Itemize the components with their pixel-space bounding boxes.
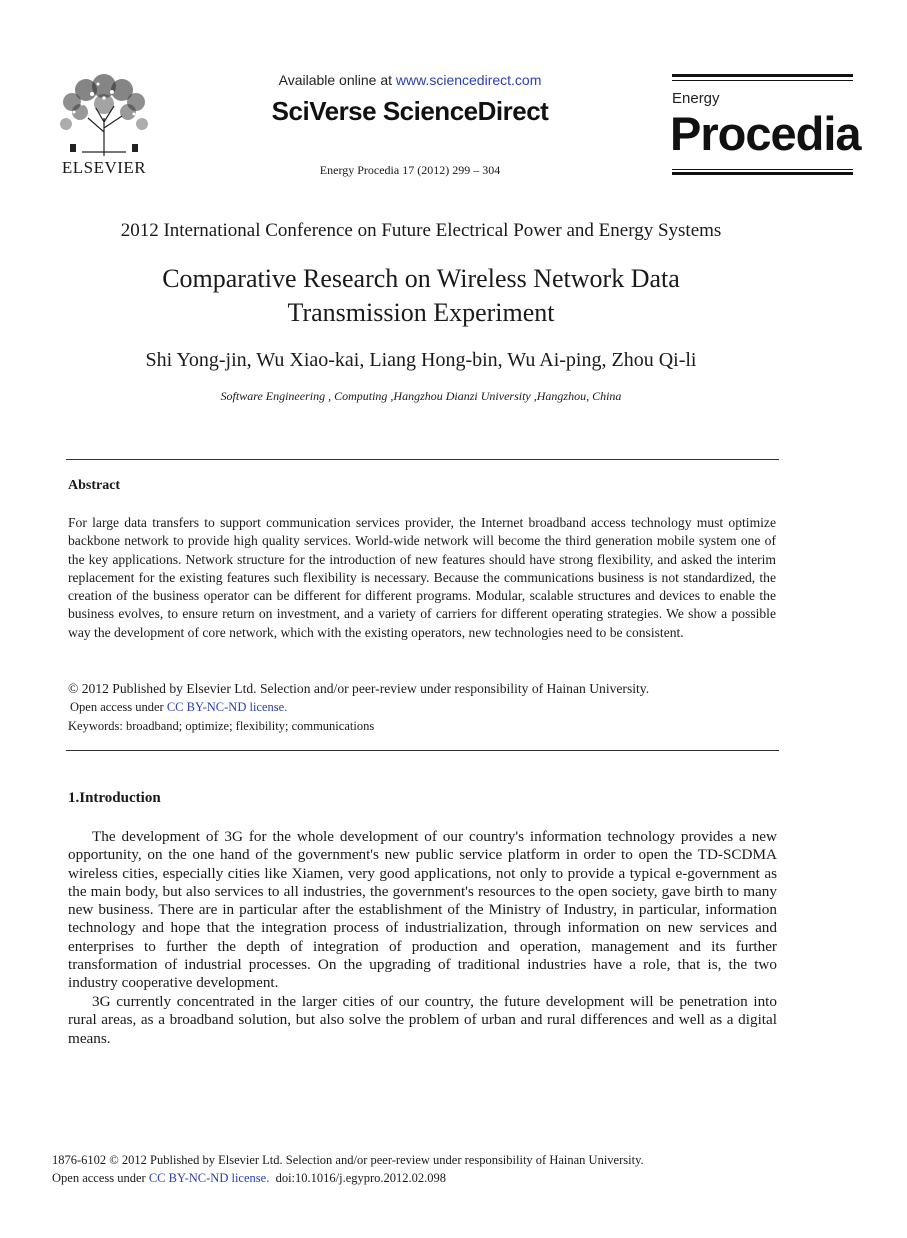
journal-name-large: Procedia bbox=[670, 107, 861, 160]
copyright-notice: © 2012 Published by Elsevier Ltd. Selection and/or peer-review under responsibility of Hainan University. bbox=[68, 681, 650, 696]
footer-issn-line: 1876-6102 © 2012 Published by Elsevier Ltd. Selection and/or peer-review under responsibility of Hainan University. bbox=[52, 1153, 644, 1167]
conference-name: 2012 International Conference on Future Electrical Power and Energy Systems bbox=[120, 220, 722, 241]
paper-title-line-2: Transmission Experiment bbox=[287, 298, 555, 327]
journal-logo-top-rule-thin bbox=[672, 80, 853, 81]
abstract-top-divider bbox=[66, 459, 779, 460]
journal-logo-bottom-rule-thin bbox=[672, 169, 853, 170]
open-access-prefix: Open access under bbox=[70, 700, 167, 714]
intro-paragraph-1: The development of 3G for the whole development of our country's information technology provides a new opportunity, on the one hand of the government's new public service platform in order to open the TD-SCDMA wireless cities, especially cities like Xiamen, very good applications, not only to provide a typical e-government as the main body, but also services to all industries, the government's resources to the open society, gave birth to many new business. There are in particular after the establishment of the Ministry of Industry, in particular, information technology and hope that the integration process of industrialization, through information on new services and enterprises to further the depth of integration of production and operation, management and its further transformation of industrial processes. On the upgrading of traditional industries have a role, that is, the two industry cooperative development. bbox=[68, 828, 777, 992]
footer-open-access-prefix: Open access under bbox=[52, 1171, 149, 1185]
paper-title-line-1: Comparative Research on Wireless Network Data bbox=[162, 264, 680, 293]
journal-logo-top-rule bbox=[672, 74, 853, 77]
intro-paragraph-2: 3G currently concentrated in the larger cities of our country, the future development will be penetration into rural areas, as a broadband solution, but also solve the problem of urban and rural differences and well as a digital means. bbox=[68, 993, 777, 1047]
publisher-logo-text: ELSEVIER bbox=[61, 158, 147, 177]
affiliation: Software Engineering , Computing ,Hangzhou Dianzi University ,Hangzhou, China bbox=[220, 389, 622, 403]
footer-open-access bbox=[52, 1171, 446, 1186]
journal-logo bbox=[670, 74, 861, 177]
journal-name-small: Energy bbox=[672, 90, 720, 107]
footer-license-link[interactable]: CC BY-NC-ND license. bbox=[148, 1171, 270, 1185]
journal-citation: Energy Procedia 17 (2012) 299 – 304 bbox=[319, 163, 501, 177]
platform-name: SciVerse ScienceDirect bbox=[271, 96, 549, 126]
sciencedirect-link[interactable]: www.sciencedirect.com bbox=[395, 72, 542, 88]
available-prefix: Available online at bbox=[278, 72, 396, 88]
paper-title bbox=[90, 262, 752, 330]
available-online bbox=[250, 72, 570, 88]
doi[interactable]: doi:10.1016/j.egypro.2012.02.098 bbox=[275, 1171, 447, 1185]
section-heading-introduction: 1.Introduction bbox=[68, 790, 161, 806]
journal-logo-bottom-rule bbox=[672, 172, 853, 175]
license-link[interactable]: CC BY-NC-ND license. bbox=[166, 700, 288, 714]
keywords: Keywords: broadband; optimize; flexibility; communications bbox=[68, 719, 375, 733]
abstract-heading: Abstract bbox=[68, 478, 121, 493]
abstract-bottom-divider bbox=[66, 750, 779, 751]
abstract-text: For large data transfers to support communication services provider, the Internet broadband access technology must optimize backbone network to provide high quality services. World-wide network will become the third generation mobile system one of the key applications. Network structure for the introduction of new features should have strong flexibility, and asked the interim replacement for the existing features such flexibility is necessary. Because the communications business is not standardized, the creation of the business operator can be different for different programs. Modular, scalable structures and devices to enable the business evolves, to ensure return on investment, and a variety of carriers for different operating strategies. We show a possible way the development of core network, which with the existing operators, new technologies need to be consistent. bbox=[68, 515, 776, 640]
author-list: Shi Yong-jin, Wu Xiao-kai, Liang Hong-bin, Wu Ai-ping, Zhou Qi-li bbox=[145, 349, 697, 371]
open-access-notice bbox=[70, 700, 287, 715]
